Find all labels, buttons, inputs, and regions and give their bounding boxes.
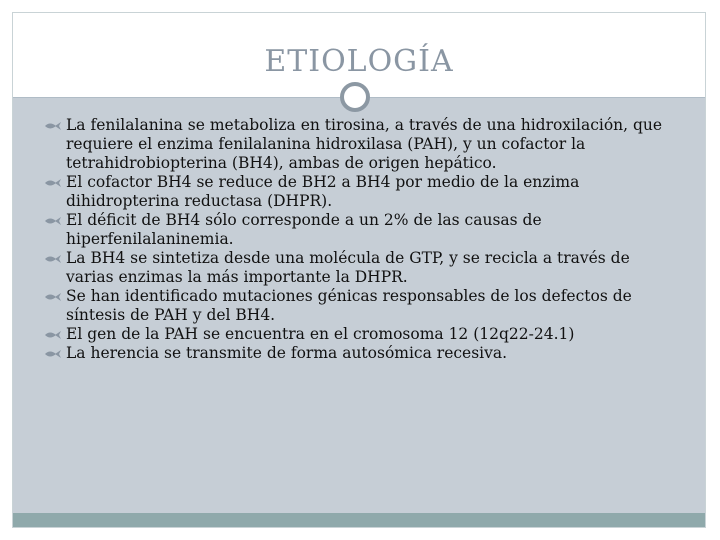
- fish-arrow-bullet-icon: [44, 121, 62, 131]
- bullet-item: [38, 325, 678, 344]
- bullet-item: [38, 249, 678, 287]
- circle-ornament-icon: [340, 82, 370, 112]
- bullet-text: El gen de la PAH se encuentra en el cromosoma 12 (12q22-24.1): [66, 325, 575, 343]
- bullet-text: La herencia se transmite de forma autosómica recesiva.: [66, 344, 508, 362]
- bullet-text: La fenilalanina se metaboliza en tirosina, a través de una hidroxilación, que requiere el enzima fenilalanina hidroxilasa (PAH), y un cofactor la tetrahidrobiopterina (BH4), ambas de origen hepático.: [66, 116, 663, 172]
- bullet-item: [38, 287, 678, 325]
- bullet-text: La BH4 se sintetiza desde una molécula de GTP, y se recicla a través de varias enzimas la más importante la DHPR.: [66, 249, 630, 286]
- bullet-list: [38, 116, 678, 363]
- bottom-bar: [13, 513, 705, 527]
- bullet-text: El déficit de BH4 sólo corresponde a un 2% de las causas de hiperfenilalaninemia.: [66, 211, 542, 248]
- fish-arrow-bullet-icon: [44, 330, 62, 340]
- bullet-item: [38, 211, 678, 249]
- bullet-text: Se han identificado mutaciones génicas responsables de los defectos de síntesis de PAH y del BH4.: [66, 287, 632, 324]
- fish-arrow-bullet-icon: [44, 349, 62, 359]
- fish-arrow-bullet-icon: [44, 216, 62, 226]
- fish-arrow-bullet-icon: [44, 292, 62, 302]
- fish-arrow-bullet-icon: [44, 178, 62, 188]
- bullet-item: [38, 344, 678, 363]
- bullet-text: El cofactor BH4 se reduce de BH2 a BH4 por medio de la enzima dihidropterina reductasa (DHPR).: [66, 173, 580, 210]
- bullet-item: [38, 116, 678, 173]
- fish-arrow-bullet-icon: [44, 254, 62, 264]
- slide-title: ETIOLOGÍA: [264, 44, 454, 79]
- bullet-item: [38, 173, 678, 211]
